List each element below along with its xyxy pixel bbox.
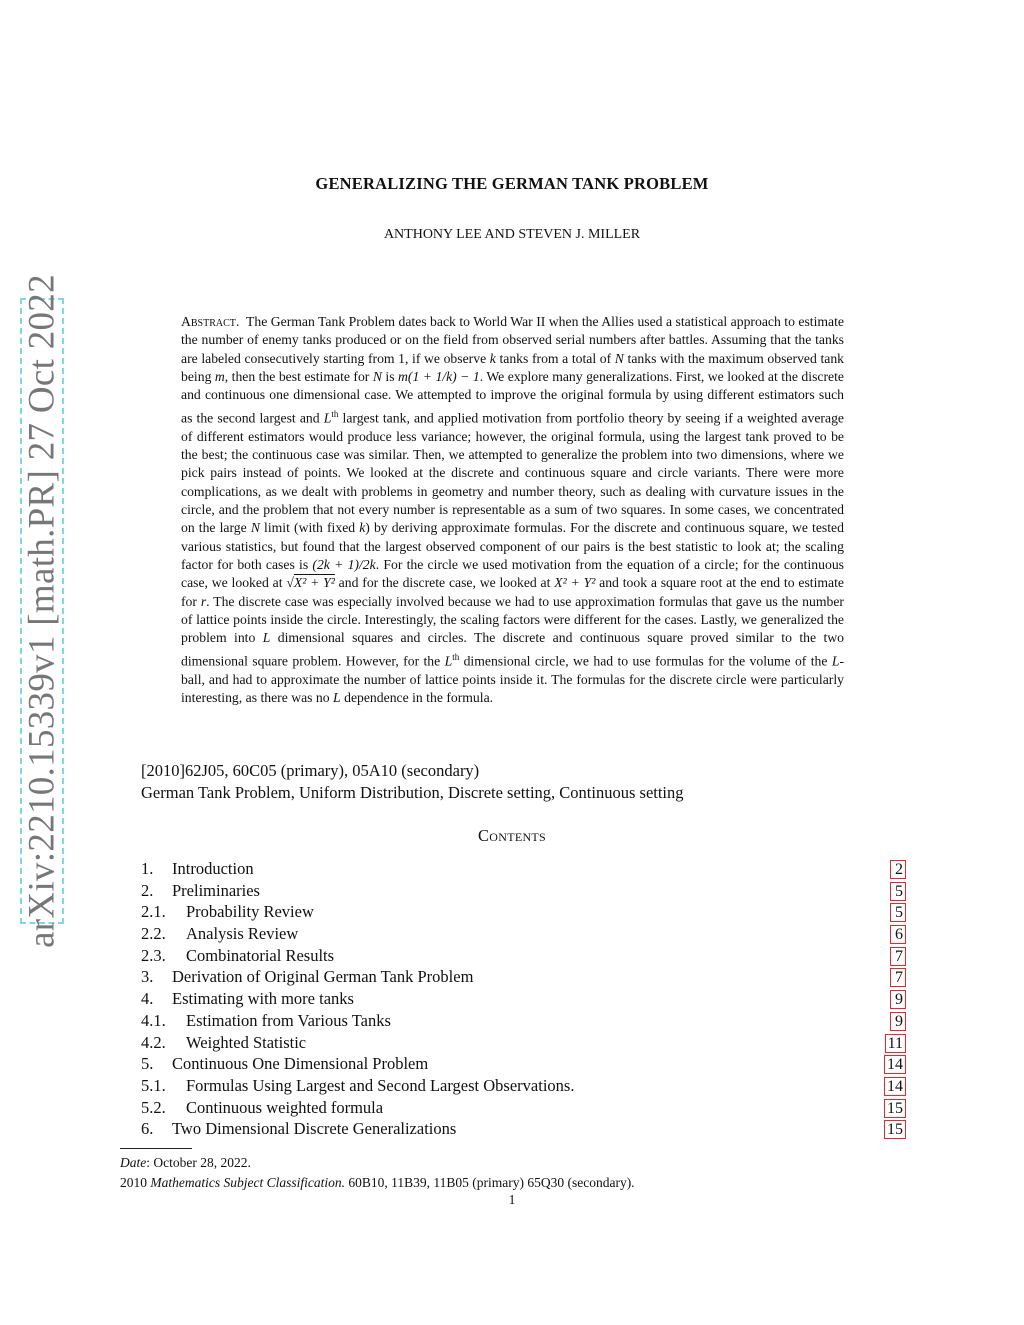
math-N: N [614, 350, 624, 366]
toc-page-link[interactable]: 2 [890, 860, 906, 879]
toc-entry[interactable] [141, 945, 906, 967]
toc-entry[interactable] [141, 923, 906, 945]
math-formula-sqrt: X² + Y² [293, 575, 335, 591]
abstract-text: The German Tank Problem dates back to World War II when the Allies used a statistical approach to estimate the number of enemy tanks produced or on the field from observed serial numbers after battles. Assuming that the tanks are labeled consecutively starting from 1, if we observe [181, 314, 844, 366]
toc-page-link[interactable]: 15 [884, 1099, 906, 1118]
math-L: L [333, 690, 341, 705]
toc-title: Continuous weighted formula [186, 1097, 384, 1117]
contents-heading: Contents [477, 826, 547, 845]
paper-title: GENERALIZING THE GERMAN TANK PROBLEM [315, 174, 709, 193]
abstract-text: limit (with fixed [259, 520, 360, 536]
math-sqrt-sign: √ [286, 575, 294, 591]
toc-entry[interactable] [141, 1032, 906, 1054]
msc-footnote-line [120, 1173, 635, 1193]
abstract-text: -ball, and had to approximate the number of lattice points inside it. The formulas for the discrete circle were particularly interesting, as there was no [181, 653, 844, 705]
toc-entry[interactable] [141, 1010, 906, 1032]
abstract [181, 313, 844, 707]
toc-title: Analysis Review [186, 924, 299, 944]
toc-number: 6. [141, 1119, 154, 1139]
footnote [120, 1153, 635, 1193]
abstract-text: tanks from a total of [495, 350, 615, 366]
toc-title: Derivation of Original German Tank Problem [172, 967, 474, 987]
toc-entry[interactable] [141, 901, 906, 923]
toc-page-link[interactable]: 7 [890, 968, 906, 987]
toc-number: 2.1. [141, 902, 166, 922]
math-L: L [323, 410, 332, 426]
toc-entry[interactable] [141, 858, 906, 880]
toc-page-link[interactable]: 15 [884, 1120, 906, 1139]
toc-title: Two Dimensional Discrete Generalizations [172, 1119, 457, 1139]
toc-number: 5.1. [141, 1075, 166, 1095]
toc-page-link[interactable]: 6 [890, 925, 906, 944]
toc-page-link[interactable]: 5 [890, 903, 906, 922]
abstract-text: dependence in the formula. [340, 690, 494, 705]
date-label: Date [120, 1155, 147, 1170]
abstract-text: . For the circle we used motivation from the equation of a circle; for the continuous case, we looked at [181, 557, 844, 591]
math-L: L [831, 653, 840, 669]
footnote-divider [120, 1148, 192, 1149]
abstract-text: . The discrete case was especially involved because we had to use approximation formulas that gave us the number of lattice points inside the circle. Interestingly, the scaling factors were different for the cases. Lastly, we generalized the problem into [181, 593, 844, 646]
msc-prefix: 2010 [120, 1175, 151, 1190]
toc-page-link[interactable]: 7 [890, 947, 906, 966]
toc-entry[interactable] [141, 1075, 906, 1097]
toc-number: 3. [141, 967, 154, 987]
abstract-text: and took a square root at the end to estimate for [181, 575, 844, 609]
superscript-th: th [331, 408, 339, 419]
math-N: N [250, 520, 260, 536]
msc-line: [2010]62J05, 60C05 (primary), 05A10 (secondary) [141, 761, 480, 780]
math-m: m [214, 369, 225, 385]
abstract-text: tanks with the maximum observed tank being [181, 350, 845, 385]
toc-title: Preliminaries [172, 880, 260, 900]
toc-page-link[interactable]: 9 [890, 1012, 906, 1031]
paper-authors: ANTHONY LEE AND STEVEN J. MILLER [383, 227, 641, 242]
abstract-text: and for the discrete case, we looked at [334, 575, 555, 591]
math-L: L [444, 653, 453, 669]
toc-page-link[interactable]: 14 [884, 1077, 906, 1096]
toc-number: 2.2. [141, 924, 166, 944]
toc-entry[interactable] [141, 1118, 906, 1140]
toc-page-link[interactable]: 11 [885, 1034, 906, 1053]
toc-number: 4.1. [141, 1010, 166, 1030]
toc-number: 5. [141, 1054, 154, 1074]
toc-entry[interactable] [141, 1097, 906, 1119]
toc-title: Formulas Using Largest and Second Largest Observations. [186, 1075, 575, 1095]
msc-value: 60B10, 11B39, 11B05 (primary) 65Q30 (secondary). [344, 1175, 635, 1190]
toc-page-link[interactable]: 5 [890, 882, 906, 901]
toc-title: Probability Review [186, 902, 314, 922]
msc-label: Mathematics Subject Classification. [150, 1175, 345, 1190]
toc-entry[interactable] [141, 966, 906, 988]
toc-entry[interactable] [141, 1053, 906, 1075]
date-line [120, 1153, 635, 1173]
abstract-text: dimensional squares and circles. The discrete and continuous square proved similar to the two dimensional square problem. However, for the [181, 630, 844, 669]
math-formula-scaling: (2k + 1)/2k [312, 557, 376, 573]
toc-page-link[interactable]: 9 [890, 990, 906, 1009]
math-L: L [262, 630, 271, 646]
arxiv-identifier: arXiv:2210.15339v1 [math.PR] 27 Oct 2022 [21, 274, 63, 948]
toc-number: 5.2. [141, 1097, 166, 1117]
keywords-block [141, 760, 684, 803]
superscript-th: th [452, 651, 460, 662]
abstract-text: . We explore many generalizations. First, we looked at the discrete and continuous one dimensional case. We attempted to improve the original formula by using different estimators such as the second largest and [181, 369, 844, 426]
toc-title: Estimation from Various Tanks [186, 1010, 391, 1030]
keywords-line: German Tank Problem, Uniform Distribution, Discrete setting, Continuous setting [141, 782, 684, 802]
math-k: k [489, 350, 496, 366]
toc-number: 2.3. [141, 945, 166, 965]
math-formula-sum-squares: X² + Y² [554, 575, 596, 591]
toc-number: 4.2. [141, 1032, 166, 1052]
toc-title: Estimating with more tanks [172, 989, 354, 1009]
abstract-text: ) by deriving approximate formulas. For the discrete and continuous square, we tested various statistics, but found that the largest observed component of our pairs is the best statistic to look at; the scaling factor for both cases is [181, 520, 844, 573]
toc-entry[interactable] [141, 880, 906, 902]
table-of-contents [141, 858, 906, 1140]
toc-title: Continuous One Dimensional Problem [172, 1054, 429, 1074]
date-value: : October 28, 2022. [146, 1155, 251, 1170]
math-N: N [372, 369, 382, 385]
abstract-text: dimensional circle, we had to use formulas for the volume of the [459, 653, 832, 669]
math-r: r [200, 593, 207, 609]
toc-number: 4. [141, 989, 154, 1009]
toc-number: 1. [141, 859, 154, 878]
abstract-text: is [381, 369, 399, 385]
math-formula-estimate: m(1 + 1/k) − 1 [398, 369, 480, 385]
abstract-text: largest tank, and applied motivation from portfolio theory by seeing if a weighted average of different estimators would produce less variance; however, the original formula, using the largest tank proved to be the best; the continuous case was similar. Then, we attempted to generalize the problem into two dimensions, where we pick pairs instead of points. We looked at the discrete and continuous square and circle variants. There were more complications, as we dealt with problems in geometry and number theory, such as dealing with curvature issues in the circle, and the problem that not every number is representable as a sum of two squares. In some cases, we concentrated on the large [181, 410, 844, 536]
toc-number: 2. [141, 880, 154, 900]
toc-page-link[interactable]: 14 [884, 1055, 906, 1074]
abstract-label: Abstract. [181, 314, 240, 329]
toc-title: Introduction [172, 859, 254, 878]
toc-title: Combinatorial Results [186, 945, 335, 965]
toc-title: Weighted Statistic [186, 1032, 307, 1052]
math-k: k [359, 520, 366, 536]
abstract-text: , then the best estimate for [224, 369, 373, 385]
toc-entry[interactable] [141, 988, 906, 1010]
page-number: 1 [508, 1192, 516, 1207]
